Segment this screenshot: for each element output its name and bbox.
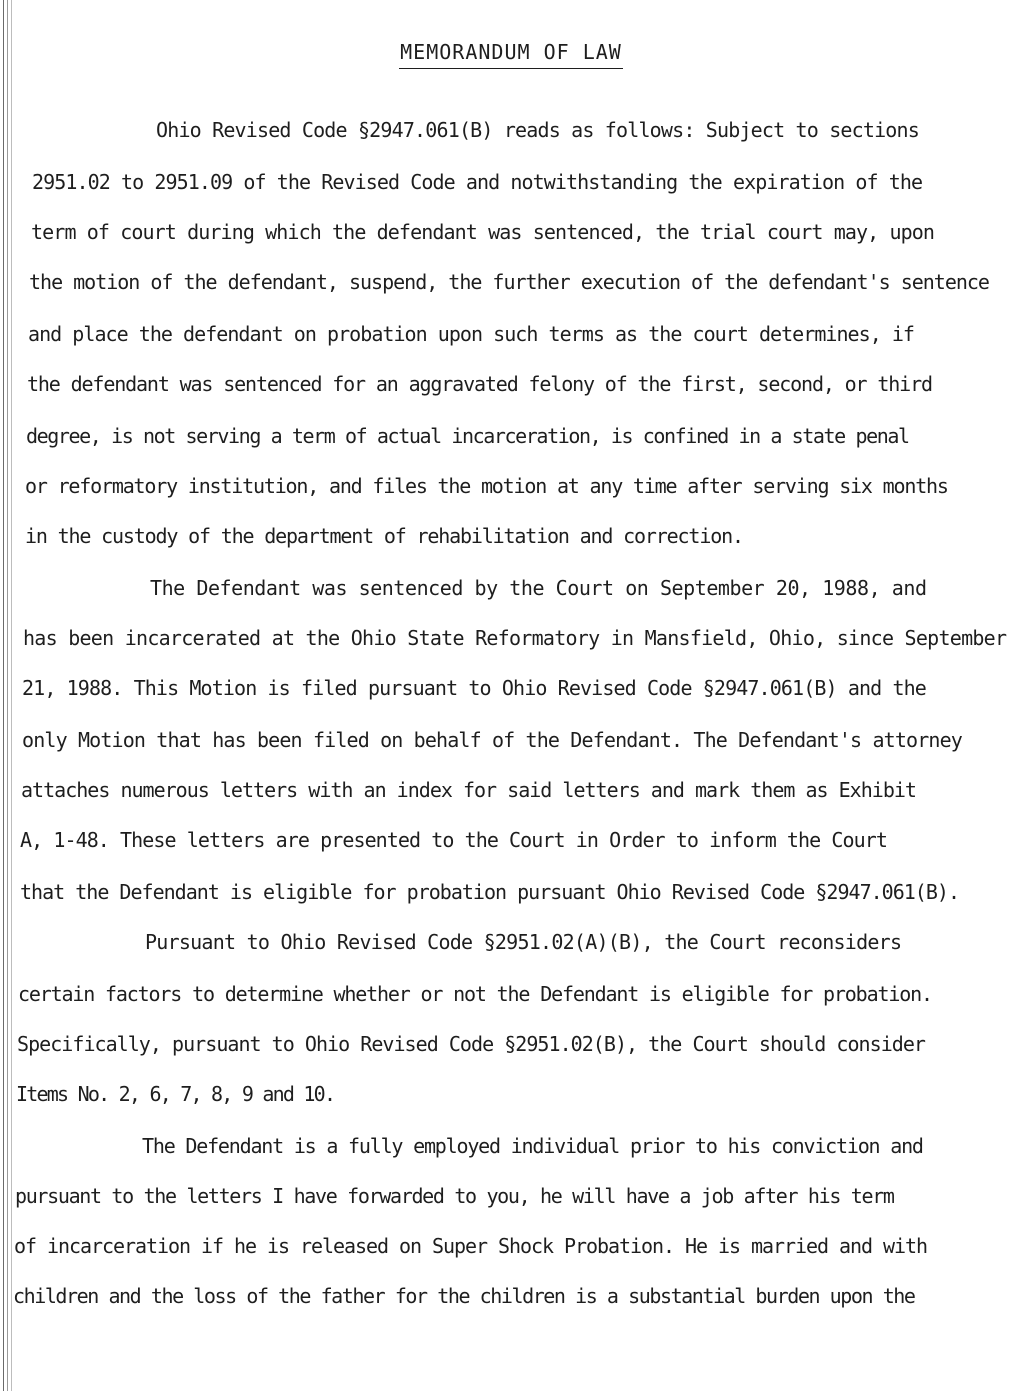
text-line: the motion of the defendant, suspend, the further execution of the defendant's sentence <box>29 270 989 294</box>
text-line: and place the defendant on probation upon such terms as the court determines, if <box>28 322 915 346</box>
text-line: or reformatory institution, and files the motion at any time after serving six months <box>25 474 948 498</box>
text-line: Specifically, pursuant to Ohio Revised Code §2951.02(B), the Court should consider <box>17 1032 925 1056</box>
text-line: Ohio Revised Code §2947.061(B) reads as follows: Subject to sections <box>156 118 919 142</box>
text-line: attaches numerous letters with an index for said letters and mark them as Exhibit <box>21 778 916 802</box>
document-title: MEMORANDUM OF LAW <box>399 38 623 69</box>
text-line: degree, is not serving a term of actual incarceration, is confined in a state penal <box>26 424 909 448</box>
binding-edge-line <box>3 0 4 1391</box>
text-line: pursuant to the letters I have forwarded to you, he will have a job after his term <box>15 1184 894 1208</box>
text-line: The Defendant was sentenced by the Court on September 20, 1988, and <box>150 576 927 600</box>
text-line: only Motion that has been filed on behalf of the Defendant. The Defendant's attorney <box>22 728 962 752</box>
text-line: has been incarcerated at the Ohio State Reformatory in Mansfield, Ohio, since September <box>23 626 1007 650</box>
text-line: children and the loss of the father for the children is a substantial burden upon the <box>13 1284 915 1308</box>
text-line: 21, 1988. This Motion is filed pursuant to Ohio Revised Code §2947.061(B) and the <box>22 676 926 700</box>
text-line: Pursuant to Ohio Revised Code §2951.02(A)(B), the Court reconsiders <box>145 930 902 954</box>
text-line: of incarceration if he is released on Super Shock Probation. He is married and with <box>14 1234 928 1258</box>
text-line: A, 1-48. These letters are presented to the Court in Order to inform the Court <box>20 828 887 852</box>
text-line: certain factors to determine whether or not the Defendant is eligible for probation. <box>18 982 932 1006</box>
document-title-block <box>0 38 1012 69</box>
text-line: term of court during which the defendant was sentenced, the trial court may, upon <box>31 220 935 244</box>
binding-edge-line <box>7 0 8 1391</box>
text-line: the defendant was sentenced for an aggravated felony of the first, second, or third <box>27 372 932 396</box>
text-line: 2951.02 to 2951.09 of the Revised Code and notwithstanding the expiration of the <box>32 170 923 194</box>
text-line: Items No. 2, 6, 7, 8, 9 and 10. <box>16 1082 335 1106</box>
text-line: in the custody of the department of rehabilitation and correction. <box>25 524 743 548</box>
text-line: that the Defendant is eligible for probation pursuant Ohio Revised Code §2947.061(B). <box>20 880 959 904</box>
binding-edge-line <box>11 0 12 1391</box>
text-line: The Defendant is a fully employed individual prior to his conviction and <box>142 1134 923 1158</box>
